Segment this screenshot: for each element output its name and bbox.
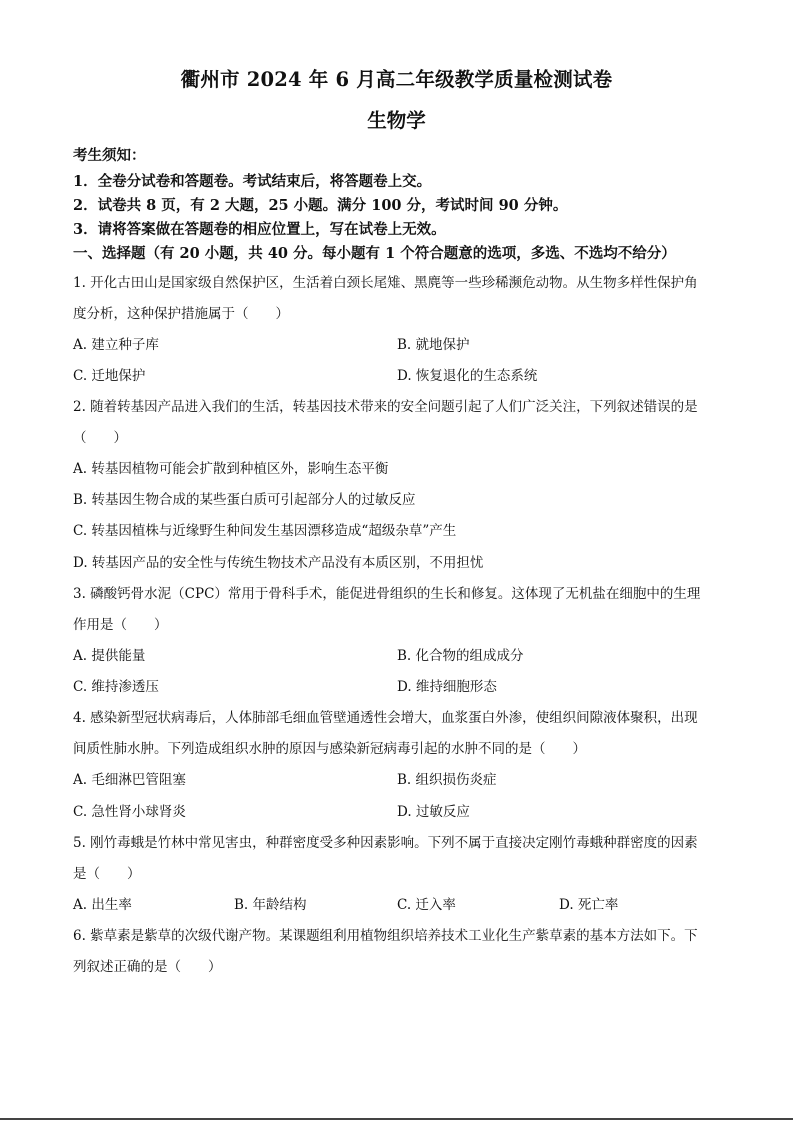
question-6-stem: 列叙述正确的是（ ） [73, 959, 222, 975]
question-4-option-a: A. 毛细淋巴管阻塞 [73, 772, 186, 788]
notice-item: 2．试卷共 8 页，有 2 大题，25 小题。满分 100 分，考试时间 90 分钟。 [73, 197, 568, 214]
question-5-stem: 是（ ） [73, 866, 141, 882]
question-3-option-d: D. 维持细胞形态 [397, 679, 497, 695]
question-2-option-c: C. 转基因植株与近缘野生种间发生基因漂移造成“超级杂草”产生 [73, 523, 457, 539]
notice-heading: 考生须知： [73, 147, 146, 164]
question-4-stem: 4. 感染新型冠状病毒后，人体肺部毛细血管壁通透性会增大，血浆蛋白外渗，使组织间隙液体聚积，出现 [73, 710, 698, 726]
question-5-option-d: D. 死亡率 [559, 897, 619, 913]
question-1-option-a: A. 建立种子库 [73, 337, 159, 353]
question-5-option-b: B. 年龄结构 [234, 897, 307, 913]
question-5-option-a: A. 出生率 [73, 897, 132, 913]
question-3-option-c: C. 维持渗透压 [73, 679, 159, 695]
question-5-stem: 5. 刚竹毒蛾是竹林中常见害虫，种群密度受多种因素影响。下列不属于直接决定刚竹毒蛾种群密度的因素 [73, 835, 698, 851]
question-4-option-b: B. 组织损伤炎症 [397, 772, 497, 788]
question-5-option-c: C. 迁入率 [397, 897, 456, 913]
question-2-option-d: D. 转基因产品的安全性与传统生物技术产品没有本质区别，不用担忧 [73, 555, 484, 571]
notice-item: 3．请将答案做在答题卷的相应位置上，写在试卷上无效。 [73, 221, 446, 238]
question-4-stem: 间质性肺水肿。下列造成组织水肿的原因与感染新冠病毒引起的水肿不同的是（ ） [73, 741, 586, 757]
question-2-option-b: B. 转基因生物合成的某些蛋白质可引起部分人的过敏反应 [73, 492, 416, 508]
question-3-option-a: A. 提供能量 [73, 648, 146, 664]
section-heading: 一、选择题（有 20 小题，共 40 分。每小题有 1 个符合题意的选项，多选、不选均不给分） [73, 245, 676, 262]
question-1-stem: 1. 开化古田山是国家级自然保护区，生活着白颈长尾雉、黑麂等一些珍稀濒危动物。从生物多样性保护角 [73, 275, 698, 291]
question-4-option-d: D. 过敏反应 [397, 804, 470, 820]
question-2-stem: （ ） [73, 430, 127, 446]
page-bottom-rule [0, 1118, 793, 1120]
question-1-option-c: C. 迁地保护 [73, 368, 146, 384]
question-3-option-b: B. 化合物的组成成分 [397, 648, 524, 664]
question-1-option-b: B. 就地保护 [397, 337, 470, 353]
question-3-stem: 3. 磷酸钙骨水泥（CPC）常用于骨科手术，能促进骨组织的生长和修复。这体现了无机盐在细胞中的生理 [73, 586, 701, 602]
question-6-stem: 6. 紫草素是紫草的次级代谢产物。某课题组利用植物组织培养技术工业化生产紫草素的基本方法如下。下 [73, 928, 698, 944]
question-1-stem: 度分析，这种保护措施属于（ ） [73, 306, 289, 322]
subject-title: 生物学 [367, 109, 426, 132]
question-2-option-a: A. 转基因植物可能会扩散到种植区外，影响生态平衡 [73, 461, 389, 477]
notice-item: 1．全卷分试卷和答题卷。考试结束后，将答题卷上交。 [73, 173, 432, 190]
exam-title: 衢州市 2024 年 6 月高二年级教学质量检测试卷 [180, 68, 613, 91]
question-4-option-c: C. 急性肾小球肾炎 [73, 804, 186, 820]
question-1-option-d: D. 恢复退化的生态系统 [397, 368, 538, 384]
question-3-stem: 作用是（ ） [73, 617, 168, 633]
question-2-stem: 2. 随着转基因产品进入我们的生活，转基因技术带来的安全问题引起了人们广泛关注，下列叙述错误的是 [73, 399, 698, 415]
